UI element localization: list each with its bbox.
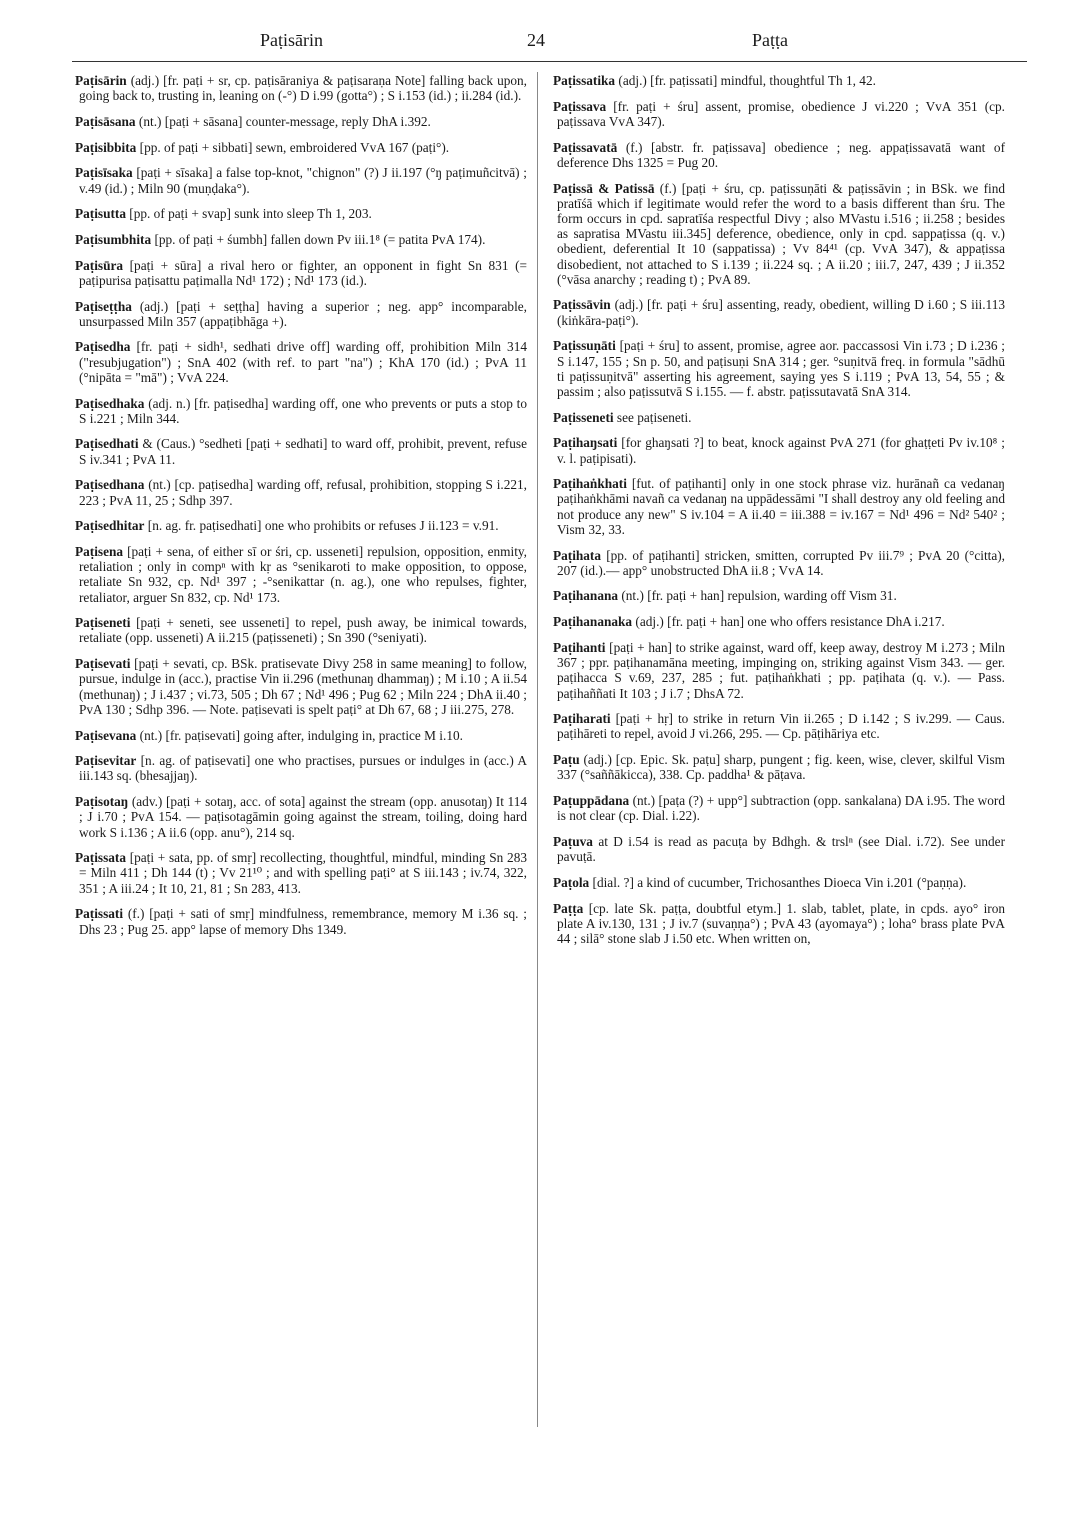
dictionary-entry <box>75 794 527 840</box>
entry-headword: Paṭisibbita <box>75 139 137 155</box>
entry-headword: Paṭisedhati <box>75 436 139 452</box>
entry-definition: [paṭi + sūra] a rival hero or fighter, an opponent in fight Sn 831 (= paṭipurisa paṭisattu paṭimalla Nd¹ 172) ; Nd¹ 173 (id.). <box>79 257 528 288</box>
entry-headword: Paṭṭa <box>553 900 584 916</box>
page-header <box>75 30 1025 60</box>
dictionary-entry <box>75 436 527 466</box>
entry-headword: Paṭisena <box>75 543 124 559</box>
entry-definition: [paṭi + sevati, cp. BSk. pratisevate Divy 258 in same meaning] to follow, pursue, indulge in (acc.), practise Vin ii.296 (methunaŋ dhammaŋ) ; M i.10 ; A ii.54 (methunaŋ) ; J i.437 ; vi.73, 505 ; Dh 67 ; Nd¹ 496 ; Pug 62 ; Miln 224 ; DhA ii.40 ; PvA 130 ; Sdhp 396. — Note. paṭisevati is spelt paṭi° at Dh 67, 68 ; J iii.275, 278. <box>79 656 528 717</box>
entry-definition: (nt.) [fr. paṭisevati] going after, indulging in, practice M i.10. <box>139 727 463 743</box>
entry-headword: Paṭisevati <box>75 656 131 672</box>
right-column <box>553 73 1005 957</box>
entry-definition: [paṭi + sena, of either sī or śri, cp. usseneti] repulsion, opposition, enmity, retaliation ; only in compⁿ with kṛ as °senikaroti to make opposition, to oppose, retaliate Sn 932, cp. Nd¹ 397 ; -°senikattar (n. ag.), one who repulses, fighter, retaliator, arguer Sn 832, cp. Nd¹ 173. <box>79 543 528 605</box>
entry-headword: Paṭihanti <box>553 639 606 655</box>
dictionary-entry <box>553 73 1005 88</box>
entry-headword: Paṭisīsaka <box>75 165 133 181</box>
entry-headword: Paṭihata <box>553 547 602 563</box>
dictionary-entry <box>553 140 1005 170</box>
entry-headword: Paṭiseneti <box>75 615 131 631</box>
entry-headword: Paṭisutta <box>75 206 126 222</box>
entry-definition: (adj. n.) [fr. paṭisedha] warding off, one who prevents or puts a stop to S i.221 ; Miln 344. <box>79 395 527 426</box>
entry-headword: Paṭisevitar <box>75 753 137 769</box>
entry-definition: [paṭi + sata, pp. of smṛ] recollecting, thoughtful, mindful, minding Sn 283 = Miln 411 ; Dh 144 (t) ; Vv 21¹⁰ ; and with spelling paṭi° at S iii.143 ; iv.74, 322, 351 ; A iii.24 ; It 10, 21, 81 ; Sn 283, 413. <box>79 850 527 896</box>
entry-definition: [fut. of paṭihanti] only in one stock phrase viz. hurānañ ca vedanaŋ paṭihaṅkhāmi navañ ca vedanaŋ na uppādessāmi "I shall destroy any old feeling and not produce any new" S iv.104 = A ii.40 = iii.388 = iv.167 = Nd¹ 496 = Nd² 540² ; Vism 32, 33. <box>557 476 1006 537</box>
entry-definition: [for ghaŋsati ?] to beat, knock against PvA 271 (for ghaṭṭeti Pv iv.10⁸ ; v. l. paṭipisati). <box>557 435 1005 466</box>
entry-headword: Paṭola <box>553 874 590 890</box>
entry-definition: [pp. of paṭi + sibbati] sewn, embroidered VvA 167 (paṭi°). <box>139 139 450 155</box>
dictionary-entry <box>553 640 1005 701</box>
entry-definition: [cp. late Sk. paṭṭa, doubtful etym.] 1. slab, tablet, plate, in cpds. ayo° iron plate A iv.130, 131 ; J iv.7 (suvaṇṇa°) ; PvA 43 (ayomaya°) ; loha° brass plate PvA 44 ; silā° stone slab J i.50 etc. When written on, <box>557 900 1006 946</box>
entry-headword: Paṭihananaka <box>553 614 633 630</box>
dictionary-entry <box>75 850 527 896</box>
dictionary-entry <box>75 165 527 195</box>
dictionary-entry <box>75 140 527 155</box>
dictionary-entry <box>75 396 527 426</box>
entry-definition: (nt.) [paṭi + sāsana] counter-message, reply DhA i.392. <box>138 113 431 129</box>
header-right-guideword: Paṭṭa <box>752 30 788 50</box>
entry-headword: Paṭissatika <box>553 73 616 88</box>
entry-headword: Paṭihaṅkhati <box>553 476 627 492</box>
entry-headword: Paṭisedhitar <box>75 518 145 534</box>
entry-definition: (adj.) [cp. Epic. Sk. paṭu] sharp, pungent ; fig. keen, wise, clever, skilful Vism 337 (°saññākicca), 338. Cp. paddha¹ & pāṭava. <box>557 752 1005 783</box>
dictionary-entry <box>75 544 527 605</box>
entry-definition: (adj.) [fr. paṭissati] mindful, thoughtful Th 1, 42. <box>618 73 876 88</box>
entry-headword: Paṭiseṭṭha <box>75 298 132 314</box>
dictionary-entry <box>75 114 527 129</box>
entry-headword: Paṭu <box>553 752 580 768</box>
entry-headword: Paṭihaŋsati <box>553 435 618 451</box>
dictionary-entry <box>75 339 527 385</box>
dictionary-entry <box>553 711 1005 741</box>
entry-headword: Paṭissavatā <box>553 139 618 155</box>
entry-definition: (f.) [paṭi + śru, cp. paṭissuṇāti & paṭissāvin ; in BSk. we find pratīśā which if legitimate would refer the word to a basis different than śru. The form occurs in cpd. sapratīśa respectful Divy ; also MVastu i.516 ; ii.258 ; besides as sapratisa MVastu iii.345] deference, obedience, only in cpd. sappaṭissa (q. v.) obedient, deferential It 10 (sappatissa) ; Vv 84⁴¹ (cp. VvA 347), & appaṭissa disobedient, not attached to S i.139 ; ii.224 sq. ; A ii.20 ; iii.7, 247, 439 ; J ii.352 (°vāsa anarchy ; reading t) ; PvA 89. <box>557 180 1005 287</box>
entry-definition: [paṭi + hṛ] to strike in return Vin ii.265 ; D i.142 ; S iv.299. — Caus. paṭihāreti to repel, avoid J vi.266, 295. — Cp. pāṭihāriya etc. <box>557 711 1005 742</box>
entry-headword: Paṭuva <box>553 833 593 849</box>
entry-definition: [paṭi + seneti, see usseneti] to repel, push away, be inimical towards, retaliate (opp. usseneti) A ii.215 (paṭisseneti) ; Sn 390 (°seniyati). <box>79 615 528 646</box>
header-rule <box>72 61 1027 62</box>
entry-definition: [paṭi + han] to strike against, ward off, keep away, destroy M i.273 ; Miln 367 ; ppr. paṭihanamāna meeting, impinging on, striking against Vism 343. — ger. paṭihacca S v.69, 237, 285 ; fut. paṭihaṅkhati ; pp. paṭihata (q. v.). — Pass. paṭihaññati It 103 ; J i.7 ; DhsA 72. <box>557 639 1005 701</box>
entry-definition: (adv.) [paṭi + sotaŋ, acc. of sota] against the stream (opp. anusotaŋ) It 114 ; J i.70 ; PvA 154. — paṭisotagāmin going against the stream, toiling, doing hard work S i.136 ; A ii.6 (opp. anu°), 214 sq. <box>79 794 527 840</box>
dictionary-entry <box>553 901 1005 947</box>
dictionary-entry <box>75 477 527 507</box>
entry-definition: [pp. of paṭihanti] stricken, smitten, corrupted Pv iii.7⁹ ; PvA 20 (°citta), 207 (id.).— app° unobstructed DhA ii.8 ; VvA 14. <box>557 547 1005 578</box>
dictionary-entry <box>75 728 527 743</box>
dictionary-entry <box>75 206 527 221</box>
dictionary-entry <box>553 793 1005 823</box>
entry-headword: Paṭisedhana <box>75 477 145 493</box>
entry-headword: Paṭisotaŋ <box>75 794 129 810</box>
dictionary-entry <box>75 299 527 329</box>
dictionary-entry <box>75 232 527 247</box>
entry-definition: (nt.) [paṭa (?) + upp°] subtraction (opp. sankalana) DA i.95. The word is not clear (cp. Dial. i.22). <box>557 793 1005 824</box>
entry-definition: [paṭi + śru] to assent, promise, agree aor. paccassosi Vin i.73 ; D i.236 ; S i.147, 155 ; Sn p. 50, and paṭisuṇi SnA 314 ; ger. °suṇitvā freq. in formula "sādhū ti paṭissuṇitvā" asserting his agreement, saying yes S i.119 ; PvA 13, 54, 55 ; & passim ; also paṭissutvā S i.155. — f. abstr. paṭissutavatā SnA 314. <box>557 338 1005 399</box>
entry-definition: & (Caus.) °sedheti [paṭi + sedhati] to ward off, prohibit, prevent, refuse S iv.341 ; PvA 11. <box>79 436 527 467</box>
entry-definition: (nt.) [fr. paṭi + han] repulsion, warding off Vism 31. <box>621 588 897 604</box>
entry-headword: Paṭisāsana <box>75 113 136 129</box>
entry-headword: Paṭisedhaka <box>75 395 145 411</box>
entry-definition: [dial. ?] a kind of cucumber, Trichosanthes Dioeca Vin i.201 (°paṇṇa). <box>592 874 967 890</box>
header-left-guideword: Paṭisārin <box>260 30 323 50</box>
dictionary-entry <box>553 99 1005 129</box>
dictionary-entry <box>75 518 527 533</box>
entry-definition: [n. ag. fr. paṭisedhati] one who prohibits or refuses J ii.123 = v.91. <box>147 518 499 534</box>
entry-definition: (f.) [paṭi + sati of smṛ] mindfulness, remembrance, memory M i.36 sq. ; Dhs 23 ; Pug 25. app° lapse of memory Dhs 1349. <box>79 906 527 937</box>
entry-definition: [fr. paṭi + śru] assent, promise, obedience J vi.220 ; VvA 351 (cp. paṭissava VvA 347). <box>557 98 1005 129</box>
entry-definition: (adj.) [fr. paṭi + han] one who offers resistance DhA i.217. <box>635 614 945 630</box>
entry-headword: Paṭissāvin <box>553 297 611 313</box>
entry-definition: [pp. of paṭi + śumbh] fallen down Pv iii.1⁸ (= patita PvA 174). <box>154 231 486 247</box>
entry-definition: [pp. of paṭi + svap] sunk into sleep Th 1, 203. <box>129 206 372 222</box>
entry-definition: see paṭiseneti. <box>616 409 692 425</box>
entry-headword: Paṭisedha <box>75 339 131 355</box>
page-number: 24 <box>527 30 545 50</box>
dictionary-entry <box>75 753 527 783</box>
dictionary-entry <box>553 614 1005 629</box>
dictionary-entry <box>553 834 1005 864</box>
left-column <box>75 73 527 947</box>
dictionary-entry <box>553 338 1005 399</box>
dictionary-entry <box>553 875 1005 890</box>
dictionary-entry <box>553 297 1005 327</box>
entry-definition: [fr. paṭi + sidh¹, sedhati drive off] warding off, prohibition Miln 314 ("resubjugation") ; SnA 402 (with ref. to part "na") ; KhA 170 (id.) ; PvA 11 (°nipāta = "mā") ; VvA 224. <box>79 339 528 385</box>
column-divider <box>537 72 538 1427</box>
entry-headword: Paṭissava <box>553 98 607 114</box>
dictionary-entry <box>75 258 527 288</box>
entry-definition: [paṭi + sīsaka] a false top-knot, "chignon" (?) J ii.197 (°ŋ paṭimuñcitvā) ; v.49 (id.) ; Miln 90 (muṇḍaka°). <box>79 165 527 196</box>
entry-definition: (adj.) [fr. paṭi + sr, cp. paṭisāraniya & paṭisaraṇa Note] falling back upon, going back to, trusting in, leaning on (-°) D i.99 (gotta°) ; S i.153 (id.) ; ii.284 (id.). <box>79 73 527 104</box>
dictionary-entry <box>75 656 527 717</box>
entry-headword: Paṭihanana <box>553 588 619 604</box>
dictionary-entry <box>75 73 527 103</box>
entry-headword: Paṭuppādana <box>553 793 630 809</box>
entry-definition: at D i.54 is read as pacuṭa by Bdhgh. & trslⁿ (see Dial. i.72). See under pavuṭā. <box>557 833 1006 865</box>
entry-headword: Paṭisumbhita <box>75 231 152 247</box>
dictionary-entry <box>553 410 1005 425</box>
entry-headword: Paṭissā & Patissā <box>553 180 655 196</box>
entry-definition: (adj.) [fr. paṭi + śru] assenting, ready, obedient, willing D i.60 ; S iii.113 (kiṅkāra-paṭi°). <box>557 297 1005 328</box>
entry-headword: Paṭissata <box>75 850 126 866</box>
entry-headword: Paṭisārin <box>75 73 127 88</box>
dictionary-entry <box>75 615 527 645</box>
dictionary-entry <box>553 476 1005 537</box>
entry-headword: Paṭisseneti <box>553 409 614 425</box>
dictionary-entry <box>553 181 1005 287</box>
dictionary-entry <box>75 906 527 936</box>
entry-definition: [n. ag. of paṭisevati] one who practises, pursues or indulges in (acc.) A iii.143 sq. (bhesajjaŋ). <box>79 753 527 784</box>
dictionary-entry <box>553 548 1005 578</box>
entry-definition: (adj.) [paṭi + seṭṭha] having a superior ; neg. app° incomparable, unsurpassed Miln 357 (appaṭibhāga +). <box>79 298 527 329</box>
entry-definition: (f.) [abstr. fr. paṭissava] obedience ; neg. appaṭissavatā want of deference Dhs 1325 = Pug 20. <box>557 139 1005 170</box>
entry-headword: Paṭiharati <box>553 711 611 727</box>
entry-headword: Paṭisevana <box>75 727 137 743</box>
dictionary-entry <box>553 435 1005 465</box>
dictionary-entry <box>553 588 1005 603</box>
entry-headword: Paṭisūra <box>75 257 124 273</box>
entry-definition: (nt.) [cp. paṭisedha] warding off, refusal, prohibition, stopping S i.221, 223 ; PvA 11, 25 ; Sdhp 397. <box>79 477 527 508</box>
entry-headword: Paṭissuṇāti <box>553 338 616 354</box>
dictionary-entry <box>553 752 1005 782</box>
entry-headword: Paṭissati <box>75 906 124 922</box>
